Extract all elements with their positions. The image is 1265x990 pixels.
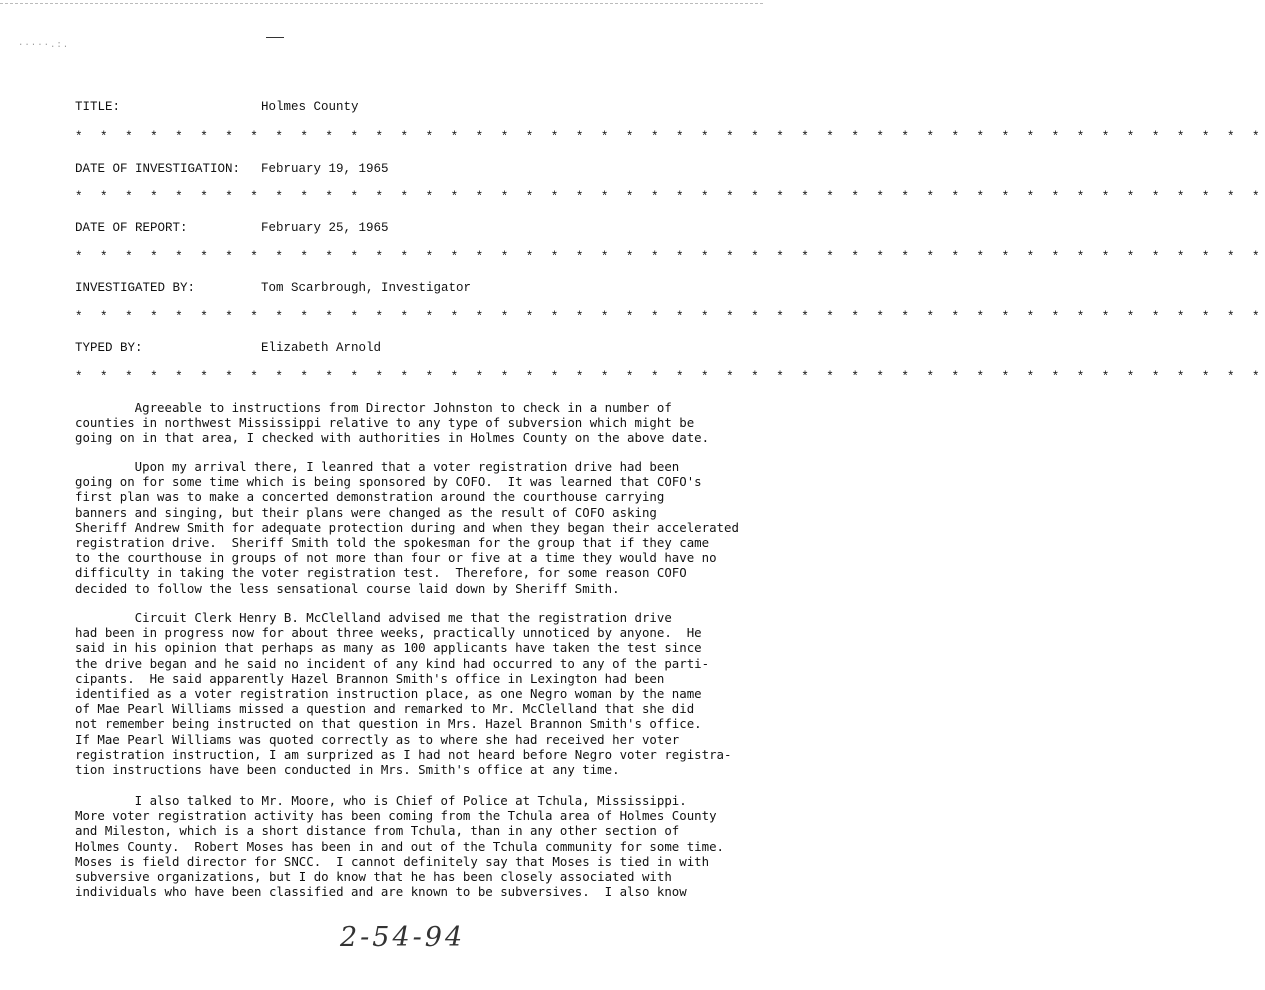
paragraph-4: I also talked to Mr. Moore, who is Chief of Police at Tchula, Mississippi. More voter registration activity has been coming from the Tchula area of Holmes County and Mileston, which is a short distance from Tchula, than in any other section of Holmes County. Robert Moses has been in and out of the Tchula community for some time. Moses is field director for SNCC. I cannot definitely say that Moses is tied in with subversive organizations, but I do know that he has been closely associated with individuals who have been classified and are known to be subversives. I also know bbox=[75, 793, 725, 900]
top-dash-mark bbox=[266, 37, 284, 38]
field-value: February 25, 1965 bbox=[261, 221, 389, 235]
field-investigated-by bbox=[75, 281, 471, 296]
field-label: TYPED BY: bbox=[75, 341, 143, 355]
separator: * * * * * * * * * * * * * * * * * * * * * * * * * * * * * * * * * * * * * * * * * * * * * * * * bbox=[75, 370, 1265, 384]
field-value: February 19, 1965 bbox=[261, 162, 389, 176]
field-title bbox=[75, 100, 359, 115]
field-label: DATE OF REPORT: bbox=[75, 221, 188, 235]
field-value: Tom Scarbrough, Investigator bbox=[261, 281, 472, 295]
field-value: Elizabeth Arnold bbox=[261, 341, 382, 355]
field-date-of-investigation bbox=[75, 162, 389, 177]
field-date-of-report bbox=[75, 221, 389, 236]
paragraph-3: Circuit Clerk Henry B. McClelland advised me that the registration drive had been in progress now for about three weeks, practically unnoticed by anyone. He said in his opinion that perhaps as many as 100 applicants have taken the test since the drive began and he said no incident of any kind had occurred to any of the parti- cipants. He said apparently Hazel Brannon Smith's office in Lexington had been identified as a voter registration instruction place, as one Negro woman by the name of Mae Pearl Williams missed a question and remarked to Mr. McClelland that she did not remember being instructed on that question in Mrs. Hazel Brannon Smith's office. If Mae Pearl Williams was quoted correctly as to where she had received her voter registration instruction, I am surprized as I had not heard before Negro voter registra- tion instructions have been conducted in Mrs. Smith's office at any time. bbox=[75, 610, 732, 778]
field-label: TITLE: bbox=[75, 100, 121, 114]
separator: * * * * * * * * * * * * * * * * * * * * * * * * * * * * * * * * * * * * * * * * * * * * * * * * bbox=[75, 250, 1265, 264]
paragraph-1: Agreeable to instructions from Director Johnston to check in a number of counties in northwest Mississippi relative to any type of subversion which might be going on in that area, I checked with authorities in Holmes County on the above date. bbox=[75, 400, 710, 446]
field-label: DATE OF INVESTIGATION: bbox=[75, 162, 241, 176]
scan-smudge: ·····.:. bbox=[18, 40, 70, 50]
separator: * * * * * * * * * * * * * * * * * * * * * * * * * * * * * * * * * * * * * * * * * * * * * * * * bbox=[75, 310, 1265, 324]
field-typed-by bbox=[75, 341, 381, 356]
handwritten-page-number: 2-54-94 bbox=[340, 922, 466, 953]
paragraph-2: Upon my arrival there, I leanred that a voter registration drive had been going on for some time which is being sponsored by COFO. It was learned that COFO's first plan was to make a concerted demonstration around the courthouse carrying banners and singing, but their plans were changed as the result of COFO asking Sheriff Andrew Smith for adequate protection during and when they began their accelerated registration drive. Sheriff Smith told the spokesman for the group that if they came to the courthouse in groups of not more than four or five at a time they would have no difficulty in taking the voter registration test. Therefore, for some reason COFO decided to follow the less sensational course laid down by Sheriff Smith. bbox=[75, 459, 739, 596]
separator: * * * * * * * * * * * * * * * * * * * * * * * * * * * * * * * * * * * * * * * * * * * * * * * * bbox=[75, 130, 1265, 144]
field-value: Holmes County bbox=[261, 100, 359, 114]
separator: * * * * * * * * * * * * * * * * * * * * * * * * * * * * * * * * * * * * * * * * * * * * * * * * bbox=[75, 190, 1265, 204]
field-label: INVESTIGATED BY: bbox=[75, 281, 196, 295]
top-border-line bbox=[0, 3, 763, 4]
